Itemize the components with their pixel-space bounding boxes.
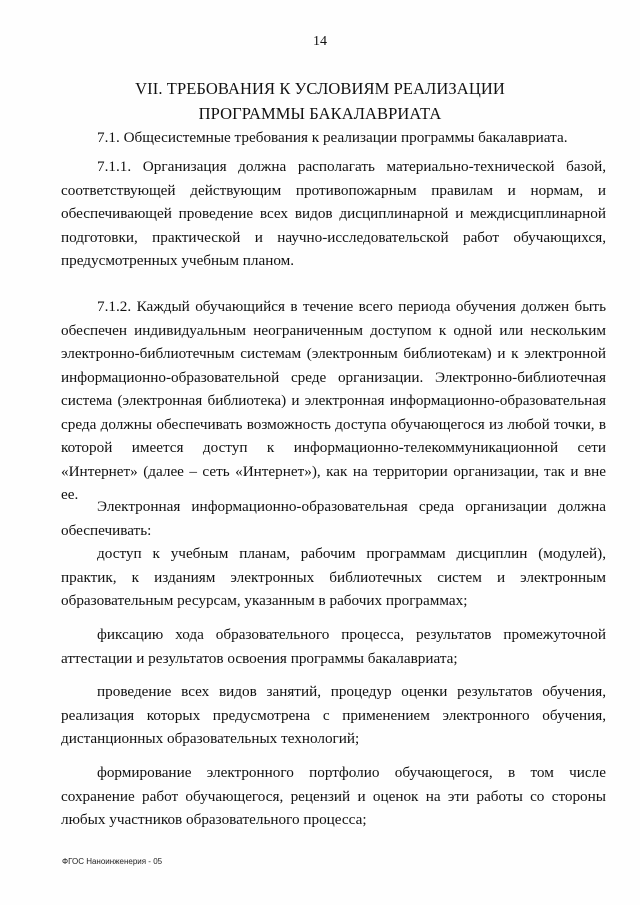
paragraph-7-1 xyxy=(61,126,606,150)
paragraph-7-1-2 xyxy=(61,295,606,507)
page-number: 14 xyxy=(313,34,327,49)
list-item-fixation xyxy=(61,623,606,670)
paragraph-text: фиксацию хода образовательного процесса, результатов промежуточной аттестации и результатов освоения программы бакалавриата; xyxy=(61,626,606,667)
list-item-portfolio xyxy=(61,761,606,832)
paragraph-text: Электронная информационно-образовательная среда организации должна обеспечивать: xyxy=(61,498,606,539)
paragraph-text: 7.1. Общесистемные требования к реализации программы бакалавриата. xyxy=(97,129,568,146)
page-footer: ФГОС Наноинженерия - 05 xyxy=(62,857,163,866)
paragraph-text: доступ к учебным планам, рабочим программам дисциплин (модулей), практик, к изданиям электронных библиотечных систем и электронным образовательным ресурсам, указанным в рабочих программах; xyxy=(61,545,606,609)
section-heading: VII. ТРЕБОВАНИЯ К УСЛОВИЯМ РЕАЛИЗАЦИИ ПРОГРАММЫ БАКАЛАВРИАТА xyxy=(135,79,505,123)
paragraph-text: формирование электронного портфолио обучающегося, в том числе сохранение работ обучающегося, рецензий и оценок на эти работы со стороны любых участников образовательного процесса; xyxy=(61,764,606,828)
paragraph-text: 7.1.2. Каждый обучающийся в течение всего периода обучения должен быть обеспечен индивидуальным неограниченным доступом к одной или нескольким электронно-библиотечным системам (электронным библиотекам) и к электронной информационно-образовательной среде организации. Электронно-библиотечная система (электронная библиотека) и электронная информационно-образовательная среда должны обеспечивать возможность доступа обучающегося из любой точки, в которой имеется доступ к информационно-телекоммуникационной сети «Интернет» (далее – сеть «Интернет»), как на территории организации, так и вне ее. xyxy=(61,298,606,503)
paragraph-text: проведение всех видов занятий, процедур оценки результатов обучения, реализация которых предусмотрена с применением электронного обучения, дистанционных образовательных технологий; xyxy=(61,683,606,747)
paragraph-eios-intro xyxy=(61,495,606,542)
paragraph-7-1-1 xyxy=(61,155,606,273)
paragraph-text: 7.1.1. Организация должна располагать материально-технической базой, соответствующей действующим противопожарным правилам и нормам, и обеспечивающей проведение всех видов дисциплинарной и междисциплинарной подготовки, практической и научно-исследовательской работ обучающихся, предусмотренных учебным планом. xyxy=(61,158,606,269)
list-item-classes xyxy=(61,680,606,751)
list-item-access xyxy=(61,542,606,613)
